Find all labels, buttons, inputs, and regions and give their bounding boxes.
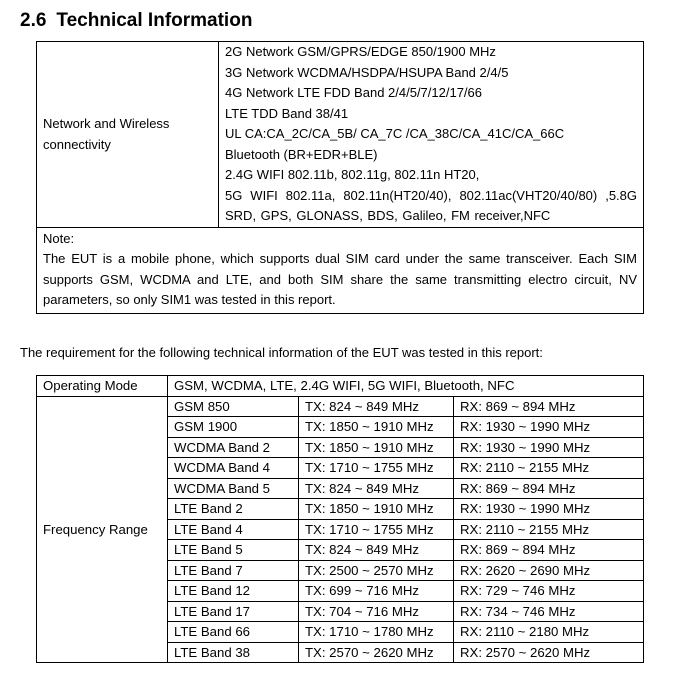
network-label-line: Network and Wireless	[43, 116, 170, 132]
technical-info-table	[36, 41, 644, 314]
tx-cell: TX: 1850 ~ 1910 MHz	[299, 417, 454, 438]
band-cell: WCDMA Band 2	[168, 437, 299, 458]
section-title: Technical Information	[56, 10, 253, 31]
tx-cell: TX: 1710 ~ 1755 MHz	[299, 458, 454, 479]
requirement-text: The requirement for the following technical information of the EUT was tested in this report:	[20, 345, 543, 360]
table-row	[37, 396, 644, 417]
rx-cell: RX: 2620 ~ 2690 MHz	[454, 560, 644, 581]
rx-cell: RX: 869 ~ 894 MHz	[454, 396, 644, 417]
network-label-cell	[37, 42, 219, 228]
operating-mode-value: GSM, WCDMA, LTE, 2.4G WIFI, 5G WIFI, Bluetooth, NFC	[168, 376, 644, 397]
band-cell: GSM 850	[168, 396, 299, 417]
network-line: 3G Network WCDMA/HSDPA/HSUPA Band 2/4/5	[225, 64, 509, 80]
band-cell: WCDMA Band 5	[168, 478, 299, 499]
rx-cell: RX: 734 ~ 746 MHz	[454, 601, 644, 622]
band-cell: LTE Band 4	[168, 519, 299, 540]
tx-cell: TX: 824 ~ 849 MHz	[299, 540, 454, 561]
network-line: 2G Network GSM/GPRS/EDGE 850/1900 MHz	[225, 44, 496, 59]
frequency-table	[36, 375, 644, 663]
tx-cell: TX: 704 ~ 716 MHz	[299, 601, 454, 622]
frequency-range-label: Frequency Range	[37, 396, 168, 663]
network-line: 5G WIFI 802.11a, 802.11n(HT20/40), 802.11ac(VHT20/40/80) ,5.8G SRD, GPS, GLONASS, BDS, Galileo, FM receiver,NFC	[225, 187, 637, 223]
operating-mode-row	[37, 376, 644, 397]
tx-cell: TX: 824 ~ 849 MHz	[299, 478, 454, 499]
rx-cell: RX: 1930 ~ 1990 MHz	[454, 499, 644, 520]
tx-cell: TX: 699 ~ 716 MHz	[299, 581, 454, 602]
band-cell: LTE Band 7	[168, 560, 299, 581]
note-text: The EUT is a mobile phone, which supports dual SIM card under the same transceiver. Each SIM supports GSM, WCDMA and LTE, and both SIM share the same transmitting electro circuit, NV parameters, so only SIM1 was tested in this report.	[43, 251, 637, 307]
rx-cell: RX: 2110 ~ 2155 MHz	[454, 458, 644, 479]
band-cell: LTE Band 5	[168, 540, 299, 561]
band-cell: WCDMA Band 4	[168, 458, 299, 479]
network-line: 4G Network LTE FDD Band 2/4/5/7/12/17/66	[225, 85, 483, 100]
tx-cell: TX: 1710 ~ 1780 MHz	[299, 622, 454, 643]
tx-cell: TX: 2570 ~ 2620 MHz	[299, 642, 454, 663]
section-heading	[20, 10, 252, 32]
tx-cell: TX: 1850 ~ 1910 MHz	[299, 437, 454, 458]
rx-cell: RX: 1930 ~ 1990 MHz	[454, 437, 644, 458]
band-cell: LTE Band 2	[168, 499, 299, 520]
band-cell: LTE Band 66	[168, 622, 299, 643]
band-cell: LTE Band 12	[168, 581, 299, 602]
rx-cell: RX: 2570 ~ 2620 MHz	[454, 642, 644, 663]
rx-cell: RX: 729 ~ 746 MHz	[454, 581, 644, 602]
rx-cell: RX: 869 ~ 894 MHz	[454, 540, 644, 561]
network-row	[37, 42, 644, 228]
tx-cell: TX: 1710 ~ 1755 MHz	[299, 519, 454, 540]
tx-cell: TX: 824 ~ 849 MHz	[299, 396, 454, 417]
note-title: Note:	[43, 230, 75, 246]
rx-cell: RX: 869 ~ 894 MHz	[454, 478, 644, 499]
tx-cell: TX: 1850 ~ 1910 MHz	[299, 499, 454, 520]
network-line: Bluetooth (BR+EDR+BLE)	[225, 146, 378, 162]
band-cell: LTE Band 38	[168, 642, 299, 663]
rx-cell: RX: 2110 ~ 2155 MHz	[454, 519, 644, 540]
band-cell: LTE Band 17	[168, 601, 299, 622]
note-cell	[37, 227, 644, 313]
band-cell: GSM 1900	[168, 417, 299, 438]
network-label-line: connectivity	[43, 137, 111, 153]
note-row	[37, 227, 644, 313]
network-line: UL CA:CA_2C/CA_5B/ CA_7C /CA_38C/CA_41C/CA_66C	[225, 126, 565, 141]
rx-cell: RX: 1930 ~ 1990 MHz	[454, 417, 644, 438]
network-line: LTE TDD Band 38/41	[225, 105, 349, 121]
rx-cell: RX: 2110 ~ 2180 MHz	[454, 622, 644, 643]
network-line: 2.4G WIFI 802.11b, 802.11g, 802.11n HT20,	[225, 167, 480, 182]
tx-cell: TX: 2500 ~ 2570 MHz	[299, 560, 454, 581]
network-values-cell	[219, 42, 644, 228]
operating-mode-label: Operating Mode	[37, 376, 168, 397]
section-number: 2.6	[20, 10, 47, 31]
